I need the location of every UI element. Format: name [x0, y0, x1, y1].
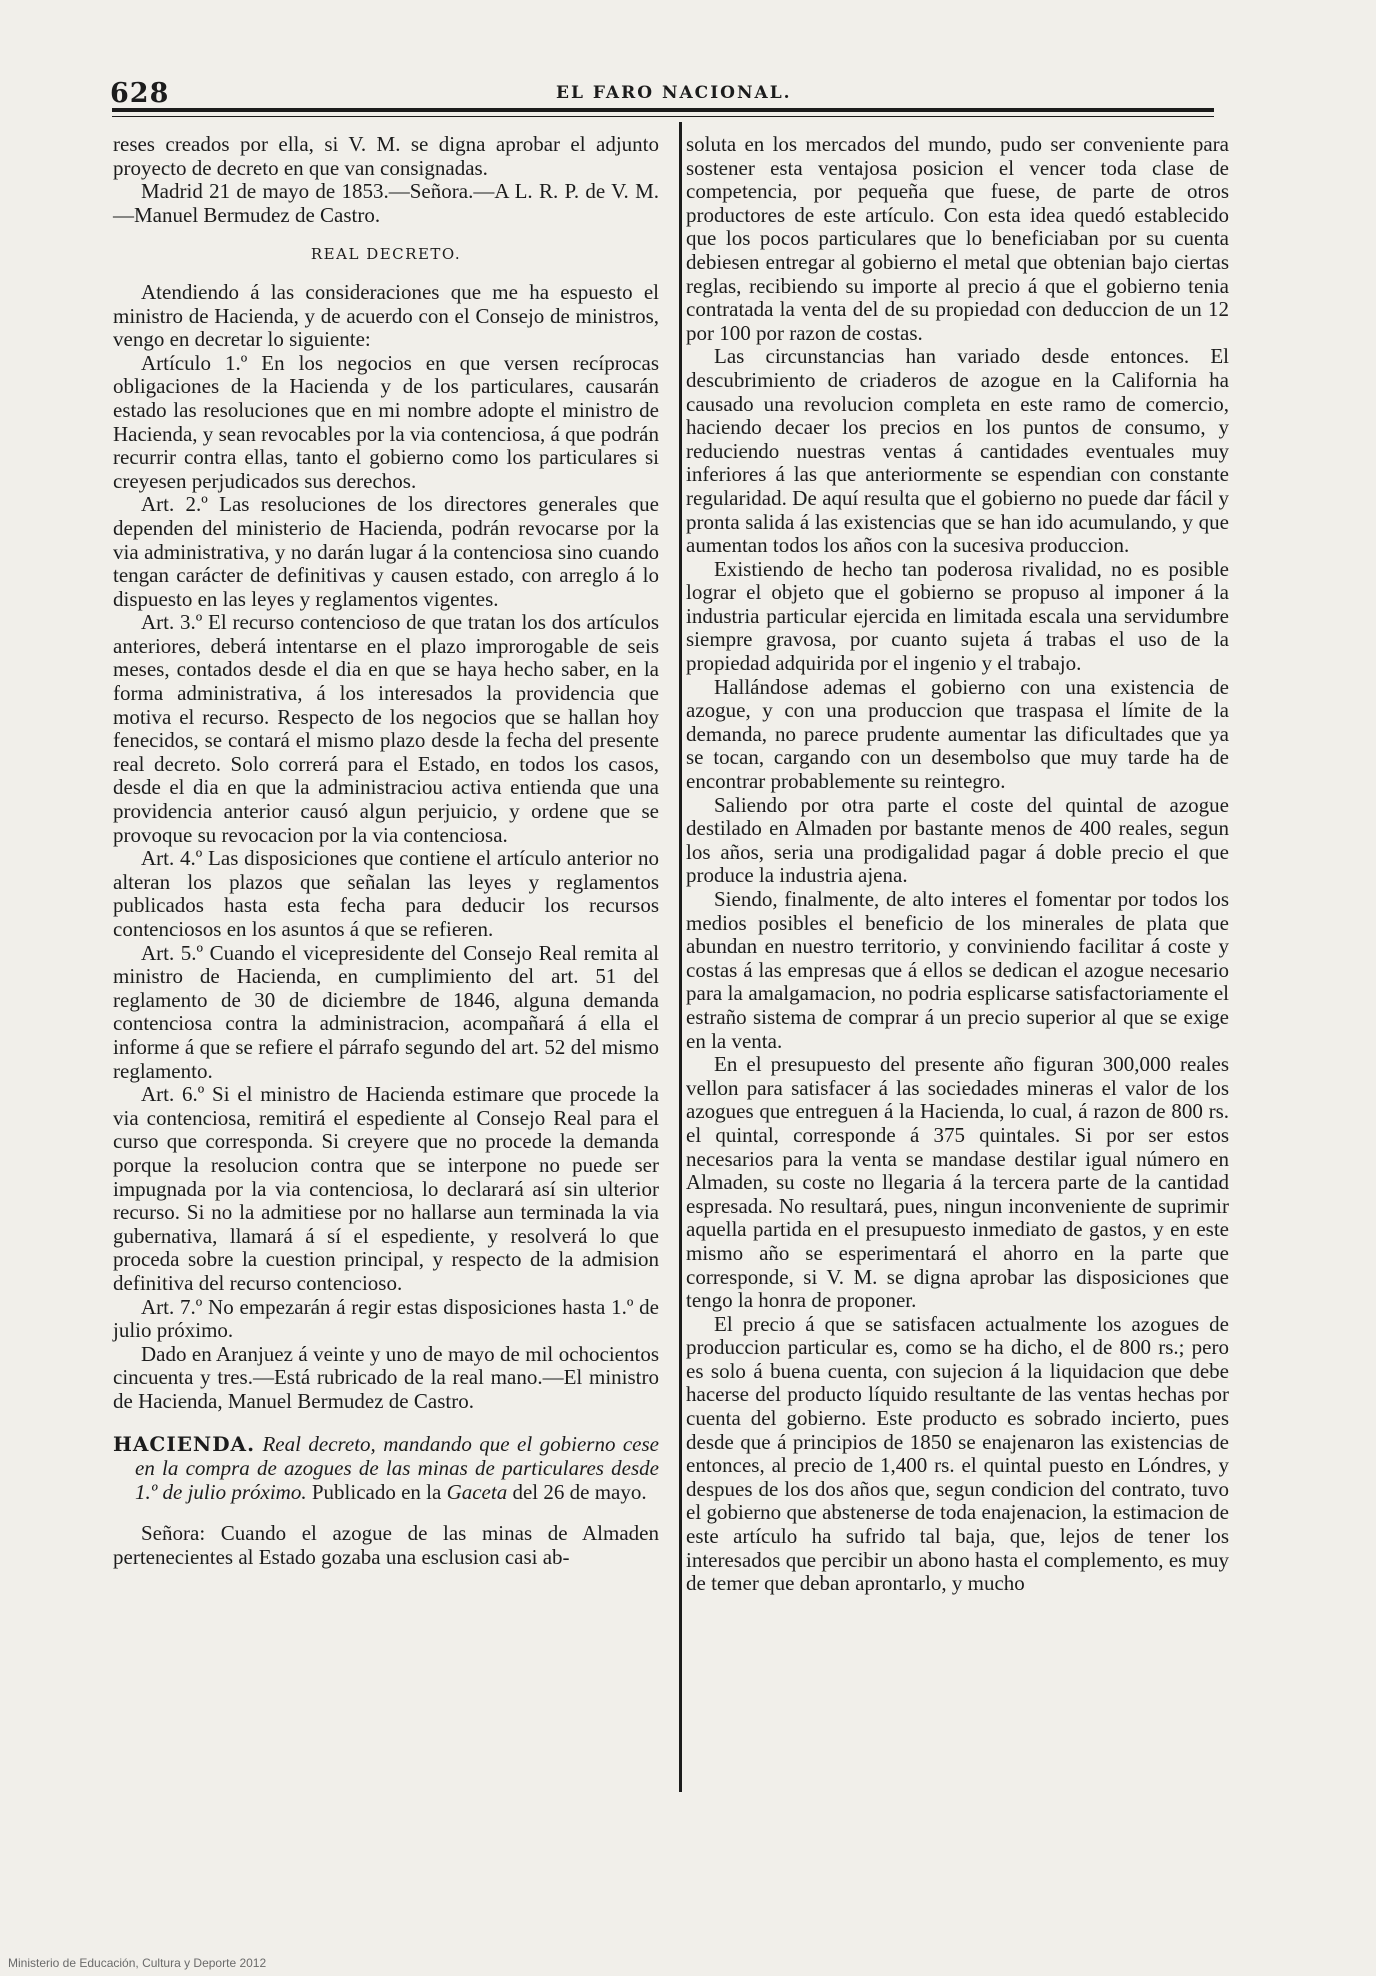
paragraph: soluta en los mercados del mundo, pudo ser conveniente para sostener esta ventajosa posicion el vencer toda clase de competencia, por pequeña que fuese, de parte de otros productores de este artículo. Con esta idea quedó establecido que los pocos particulares que lo beneficiaban por su cuenta debiesen entregar al gobierno el metal que obtenian bajo ciertas reglas, recibiendo su importe al precio á que el gobierno tenia contratada la venta del de su propiedad con deduccion de un 12 por 100 por razon de costas. [686, 132, 1229, 345]
running-title: EL FARO NACIONAL. [556, 83, 792, 103]
paragraph: Hallándose ademas el gobierno con una existencia de azogue, y con una produccion que traspasa el límite de la demanda, no parece prudente aumentar las dificultades que ya se tocan, cargando con un desembolso que muy tarde ha de encontrar probablemente su reintegro. [686, 674, 1229, 794]
section-pub: Publicado en la [311, 1479, 442, 1504]
section-heading: REAL DECRETO. [310, 245, 462, 264]
page-number: 628 [110, 78, 170, 109]
section-entry [113, 1433, 659, 1504]
paragraph: Siendo, finalmente, de alto interes el fomentar por todos los medios posibles el beneficio de los minerales de plata que abundan en nuestro territorio, y conviniendo facilitar á coste y costas á las empresas que á ellos se dedican el azogue necesario para la amalgamacion, no podria esplicarse satisfactoriamente el estraño sistema de comprar á un precio superior al que se exige en la venta. [686, 887, 1229, 1053]
header-rule-thin [112, 116, 1214, 117]
right-column [686, 133, 1229, 1596]
paragraph: reses creados por ella, si V. M. se digna aprobar el adjunto proyecto de decreto en que van consignadas. [113, 132, 659, 180]
column-divider [679, 122, 682, 1792]
paragraph: El precio á que se satisfacen actualmente los azogues de produccion particular es, como se ha dicho, el de 800 rs.; pero es solo á buena cuenta, con sujecion á la liquidacion que debe hacerse del producto líquido resultante de las ventas hechas por cuenta del gobierno. Este producto es sobrado incierto, pues desde que á principios de 1850 se enajenaron las existencias de entonces, al precio de 1,400 rs. el quintal puesto en Lóndres, y despues de los dos años que, segun condicion del contrato, tuvo el gobierno que abstenerse de toda enajenacion, la estimacion de este artículo ha sufrido tal baja, que, lejos de tener los interesados que percibir un abono hasta el complemento, es muy de temer que deban aprontarlo, y mucho [686, 1311, 1229, 1596]
paragraph: Señora: Cuando el azogue de las minas de Almaden pertenecientes al Estado gozaba una esclusion casi ab- [113, 1521, 659, 1569]
header-rule [112, 108, 1214, 112]
paragraph: Dado en Aranjuez á veinte y uno de mayo de mil ochocientos cincuenta y tres.—Está rubricado de la real mano.—El ministro de Hacienda, Manuel Bermudez de Castro. [113, 1341, 659, 1413]
paragraph: Madrid 21 de mayo de 1853.—Señora.—A L. R. P. de V. M.—Manuel Bermudez de Castro. [113, 179, 659, 227]
left-column [113, 133, 659, 1569]
article-2: Art. 2.º Las resoluciones de los directores generales que dependen del ministerio de Hacienda, podrán revocarse por la via administrativa, y no darán lugar á la contenciosa sino cuando tengan carácter de definitivas y causen estado, con arreglo á lo dispuesto en las leyes y reglamentos vigentes. [113, 492, 659, 611]
article-6: Art. 6.º Si el ministro de Hacienda estimare que procede la via contenciosa, remitirá el espediente al Consejo Real para el curso que corresponda. Si creyere que no procede la demanda porque la resolucion contra que se interpone no puede ser impugnada por la via contenciosa, lo declarará así sin ulterior recurso. Si no la admitiese por no hallarse aun terminada la via gubernativa, llamará á sí el espediente, y resolverá lo que proceda sobre la cuestion principal, y respecto de la admision definitiva del recurso contencioso. [113, 1082, 659, 1295]
paragraph: Las circunstancias han variado desde entonces. El descubrimiento de criaderos de azogue en la California ha causado una revolucion completa en este ramo de comercio, haciendo decaer los precios en los puntos de consumo, y reduciendo nuestras ventas á cantidades eventuales muy inferiores á las que anteriormente se espendian con constante regularidad. De aquí resulta que el gobierno no puede dar fácil y pronta salida á las existencias que se han ido acumulando, y que aumentan todos los años con la sucesiva produccion. [686, 344, 1229, 558]
paragraph: Existiendo de hecho tan poderosa rivalidad, no es posible lograr el objeto que el gobierno se propuso al imponer á la industria particular ejercida en limitada escala una servidumbre siempre gravosa, por cuanto sujeta á trabas el uso de la propiedad adquirida por el ingenio y el trabajo. [686, 556, 1229, 676]
article-5: Art. 5.º Cuando el vicepresidente del Consejo Real remita al ministro de Hacienda, en cumplimiento del art. 51 del reglamento de 30 de diciembre de 1846, alguna demanda contenciosa contra la administracion, acompañará á ella el informe á que se refiere el párrafo segundo del art. 52 del mismo reglamento. [113, 940, 659, 1083]
paragraph: En el presupuesto del presente año figuran 300,000 reales vellon para satisfacer á las sociedades mineras el valor de los azogues que entreguen á la Hacienda, lo cual, á razon de 800 rs. el quintal, corresponde á 375 quintales. Si por ser estos necesarios para la venta se mandase destilar igual número en Almaden, su coste no llegaria á la tercera parte de la cantidad espresada. No resultará, pues, ningun inconveniente de suprimir aquella partida en el presupuesto inmediato de gastos, y en este mismo año se esperimentará el ahorro en la parte que corresponde, si V. M. se digna aprobar las disposiciones que tengo la honra de proponer. [686, 1052, 1229, 1313]
footer-credit: Ministerio de Educación, Cultura y Deporte 2012 [8, 1956, 267, 1970]
paragraph: Atendiendo á las consideraciones que me ha espuesto el ministro de Hacienda, y de acuerdo con el Consejo de ministros, vengo en decretar lo siguiente: [113, 279, 659, 352]
article-3: Art. 3.º El recurso contencioso de que tratan los dos artículos anteriores, deberá intentarse en el plazo improrogable de seis meses, contados desde el dia en que se haya hecho saber, en la forma administrativa, á los interesados la providencia que motiva el recurso. Respecto de los negocios que se hallan hoy fenecidos, se contará el mismo plazo desde la fecha del presente real decreto. Solo correrá para el Estado, en todos los casos, desde el dia en que la administraciou activa entienda que una providencia anterior causó algun perjuicio, y ordene que se provoque su revocacion por la via contenciosa. [113, 610, 659, 847]
section-title: Real decreto, mandando que el gobierno cese en la compra de azogues de las minas de particulares desde 1.º de julio próximo. [135, 1432, 660, 1504]
section-keyword: HACIENDA. [113, 1432, 256, 1457]
section-gaceta: Gaceta [446, 1479, 508, 1504]
section-date: del 26 de mayo. [512, 1479, 647, 1504]
article-1: Artículo 1.º En los negocios en que versen recíprocas obligaciones de la Hacienda y de los particulares, causarán estado las resoluciones que en mi nombre adopte el ministro de Hacienda, y sean revocables por la via contenciosa, á que podrán recurrir contra ellas, tanto el gobierno como los particulares si creyesen perjudicados sus derechos. [113, 350, 659, 493]
article-4: Art. 4.º Las disposiciones que contiene el artículo anterior no alteran los plazos que señalan las leyes y reglamentos publicados hasta esta fecha para deducir los recursos contenciosos en los asuntos á que se refieren. [113, 846, 659, 941]
article-7: Art. 7.º No empezarán á regir estas disposiciones hasta 1.º de julio próximo. [113, 1294, 659, 1343]
paragraph: Saliendo por otra parte el coste del quintal de azogue destilado en Almaden por bastante menos de 400 reales, segun los años, seria una prodigalidad pagar á doble precio el que produce la industria ajena. [686, 792, 1229, 888]
